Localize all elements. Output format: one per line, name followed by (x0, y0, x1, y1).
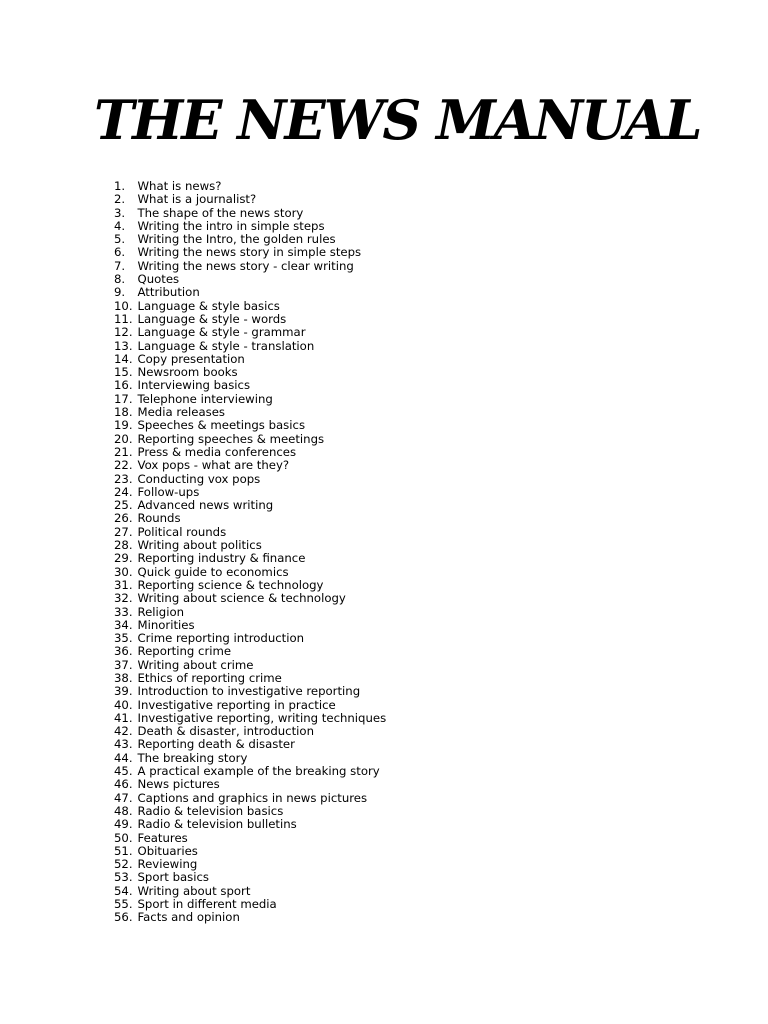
toc-entry-label: Minorities (137, 617, 195, 632)
toc-entry-label: Introduction to investigative reporting (137, 684, 361, 699)
toc-entry (114, 313, 386, 326)
toc-entry (114, 180, 386, 193)
toc-entry-number: 32. (114, 591, 133, 606)
toc-entry-number: 35. (114, 631, 133, 646)
toc-entry-label: Telephone interviewing (137, 391, 273, 406)
toc-entry-number: 15. (114, 365, 133, 380)
toc-entry-number: 39. (114, 684, 133, 699)
toc-entry (114, 459, 386, 472)
toc-entry-label: Vox pops - what are they? (137, 458, 290, 473)
toc-entry (114, 207, 386, 220)
toc-entry (114, 885, 386, 898)
toc-entry-number: 42. (114, 724, 133, 739)
toc-entry (114, 818, 386, 831)
toc-entry (114, 845, 386, 858)
toc-entry-number: 45. (114, 764, 133, 779)
toc-entry-label: Death & disaster, introduction (137, 724, 314, 739)
toc-entry (114, 273, 386, 286)
toc-entry-number: 20. (114, 431, 133, 446)
toc-entry (114, 738, 386, 751)
toc-entry-number: 40. (114, 697, 133, 712)
toc-entry-label: Investigative reporting, writing techniques (137, 710, 387, 725)
toc-entry-number: 4. (114, 218, 126, 233)
toc-entry (114, 805, 386, 818)
toc-entry-number: 47. (114, 790, 133, 805)
toc-entry-label: Writing the news story - clear writing (137, 258, 354, 273)
toc-entry-label: Writing about politics (137, 538, 262, 553)
page-title: THE NEWS MANUAL (94, 88, 701, 152)
toc-entry-label: Follow-ups (137, 484, 200, 499)
toc-entry-label: The breaking story (137, 750, 248, 765)
toc-entry (114, 353, 386, 366)
toc-entry (114, 832, 386, 845)
toc-entry-number: 11. (114, 311, 133, 326)
toc-entry-label: Copy presentation (137, 351, 245, 366)
toc-entry (114, 486, 386, 499)
toc-entry-number: 23. (114, 471, 133, 486)
toc-entry (114, 286, 386, 299)
toc-entry-label: Reporting speeches & meetings (137, 431, 325, 446)
toc-entry-label: Reviewing (137, 857, 198, 872)
toc-entry-label: Quotes (137, 272, 180, 287)
toc-entry-number: 48. (114, 803, 133, 818)
toc-entry (114, 752, 386, 765)
toc-entry-number: 21. (114, 444, 133, 459)
toc-entry-label: Speeches & meetings basics (137, 418, 306, 433)
toc-entry-label: Language & style - grammar (137, 325, 306, 340)
toc-entry-number: 53. (114, 870, 133, 885)
toc-entry-number: 52. (114, 857, 133, 872)
toc-entry-label: Rounds (137, 511, 181, 526)
toc-entry-number: 50. (114, 830, 133, 845)
toc-entry-label: Language & style basics (137, 298, 280, 313)
toc-entry-number: 5. (114, 232, 126, 247)
toc-entry (114, 300, 386, 313)
toc-entry-label: Conducting vox pops (137, 471, 261, 486)
toc-entry-number: 28. (114, 538, 133, 553)
toc-entry-number: 7. (114, 258, 126, 273)
toc-entry-label: Language & style - words (137, 311, 287, 326)
toc-entry-number: 36. (114, 644, 133, 659)
toc-entry (114, 778, 386, 791)
toc-entry (114, 911, 386, 924)
toc-entry-number: 29. (114, 551, 133, 566)
toc-entry-label: Crime reporting introduction (137, 631, 305, 646)
toc-entry (114, 645, 386, 658)
toc-entry-label: Features (137, 830, 188, 845)
toc-entry-number: 9. (114, 285, 126, 300)
toc-entry (114, 340, 386, 353)
toc-entry-label: Sport in different media (137, 897, 277, 912)
toc-entry-number: 18. (114, 405, 133, 420)
toc-entry-label: A practical example of the breaking story (137, 764, 380, 779)
toc-entry (114, 473, 386, 486)
toc-entry (114, 566, 386, 579)
toc-entry-number: 1. (114, 179, 126, 193)
toc-entry-number: 8. (114, 272, 126, 287)
toc-entry (114, 765, 386, 778)
toc-entry-label: Facts and opinion (137, 910, 240, 925)
toc-entry (114, 592, 386, 605)
toc-entry-label: Reporting industry & finance (137, 551, 306, 566)
toc-entry-number: 51. (114, 843, 133, 858)
toc-entry-label: Writing the intro in simple steps (137, 218, 325, 233)
toc-entry-number: 25. (114, 498, 133, 513)
toc-entry-number: 56. (114, 910, 133, 925)
toc-entry (114, 526, 386, 539)
toc-entry-number: 24. (114, 484, 133, 499)
toc-entry-label: The shape of the news story (137, 205, 304, 220)
toc-entry (114, 579, 386, 592)
toc-entry-label: Writing about crime (137, 657, 254, 672)
toc-entry-number: 3. (114, 205, 126, 220)
toc-entry-number: 10. (114, 298, 133, 313)
toc-entry-label: What is a journalist? (137, 192, 257, 207)
toc-entry-label: Newsroom books (137, 365, 238, 380)
toc-entry (114, 699, 386, 712)
toc-entry-label: Interviewing basics (137, 378, 251, 393)
toc-entry (114, 685, 386, 698)
toc-entry-number: 46. (114, 777, 133, 792)
toc-entry-number: 6. (114, 245, 126, 260)
toc-entry-number: 41. (114, 710, 133, 725)
toc-entry-label: Advanced news writing (137, 498, 274, 513)
toc-entry (114, 433, 386, 446)
toc-entry (114, 446, 386, 459)
table-of-contents (114, 180, 386, 925)
toc-entry-number: 12. (114, 325, 133, 340)
toc-entry-number: 38. (114, 670, 133, 685)
toc-entry-label: News pictures (137, 777, 220, 792)
toc-entry-number: 54. (114, 883, 133, 898)
toc-entry-label: What is news? (137, 179, 222, 193)
toc-entry (114, 326, 386, 339)
toc-entry-number: 13. (114, 338, 133, 353)
toc-entry (114, 512, 386, 525)
toc-entry (114, 379, 386, 392)
toc-entry-number: 34. (114, 617, 133, 632)
toc-entry-label: Reporting crime (137, 644, 232, 659)
toc-entry-number: 14. (114, 351, 133, 366)
toc-entry-label: Media releases (137, 405, 226, 420)
toc-entry-label: Writing about science & technology (137, 591, 346, 606)
toc-entry (114, 659, 386, 672)
toc-entry-label: Writing about sport (137, 883, 251, 898)
toc-entry (114, 406, 386, 419)
toc-entry (114, 792, 386, 805)
toc-entry-number: 31. (114, 577, 133, 592)
toc-entry (114, 712, 386, 725)
toc-entry (114, 246, 386, 259)
toc-entry-number: 37. (114, 657, 133, 672)
toc-entry-label: Obituaries (137, 843, 198, 858)
toc-entry (114, 619, 386, 632)
toc-entry-number: 16. (114, 378, 133, 393)
toc-entry-label: Quick guide to economics (137, 564, 289, 579)
toc-entry (114, 552, 386, 565)
toc-entry-label: Attribution (137, 285, 200, 300)
toc-entry (114, 193, 386, 206)
toc-entry-label: Religion (137, 604, 185, 619)
toc-entry (114, 898, 386, 911)
toc-entry-number: 19. (114, 418, 133, 433)
toc-entry-number: 33. (114, 604, 133, 619)
toc-entry (114, 220, 386, 233)
toc-entry-label: Political rounds (137, 524, 227, 539)
toc-entry-label: Investigative reporting in practice (137, 697, 336, 712)
toc-entry-number: 43. (114, 737, 133, 752)
toc-entry (114, 539, 386, 552)
toc-entry (114, 393, 386, 406)
toc-entry-label: Reporting science & technology (137, 577, 324, 592)
toc-entry (114, 499, 386, 512)
toc-entry-number: 44. (114, 750, 133, 765)
toc-entry-number: 17. (114, 391, 133, 406)
toc-entry (114, 871, 386, 884)
toc-entry (114, 260, 386, 273)
toc-entry-label: Press & media conferences (137, 444, 297, 459)
toc-entry (114, 672, 386, 685)
toc-entry-label: Language & style - translation (137, 338, 315, 353)
toc-entry-label: Radio & television basics (137, 803, 284, 818)
toc-entry (114, 606, 386, 619)
toc-entry (114, 233, 386, 246)
toc-entry-label: Ethics of reporting crime (137, 670, 282, 685)
toc-entry-number: 30. (114, 564, 133, 579)
toc-entry-number: 22. (114, 458, 133, 473)
toc-entry (114, 725, 386, 738)
toc-entry (114, 858, 386, 871)
toc-entry-label: Sport basics (137, 870, 210, 885)
toc-entry-label: Captions and graphics in news pictures (137, 790, 368, 805)
toc-entry-number: 2. (114, 192, 126, 207)
toc-entry-label: Writing the news story in simple steps (137, 245, 362, 260)
toc-entry-label: Radio & television bulletins (137, 817, 297, 832)
toc-entry (114, 366, 386, 379)
toc-entry-number: 49. (114, 817, 133, 832)
toc-entry-number: 55. (114, 897, 133, 912)
toc-entry-number: 27. (114, 524, 133, 539)
toc-entry (114, 419, 386, 432)
toc-entry-number: 26. (114, 511, 133, 526)
toc-entry (114, 632, 386, 645)
toc-entry-label: Writing the Intro, the golden rules (137, 232, 336, 247)
toc-entry-label: Reporting death & disaster (137, 737, 295, 752)
